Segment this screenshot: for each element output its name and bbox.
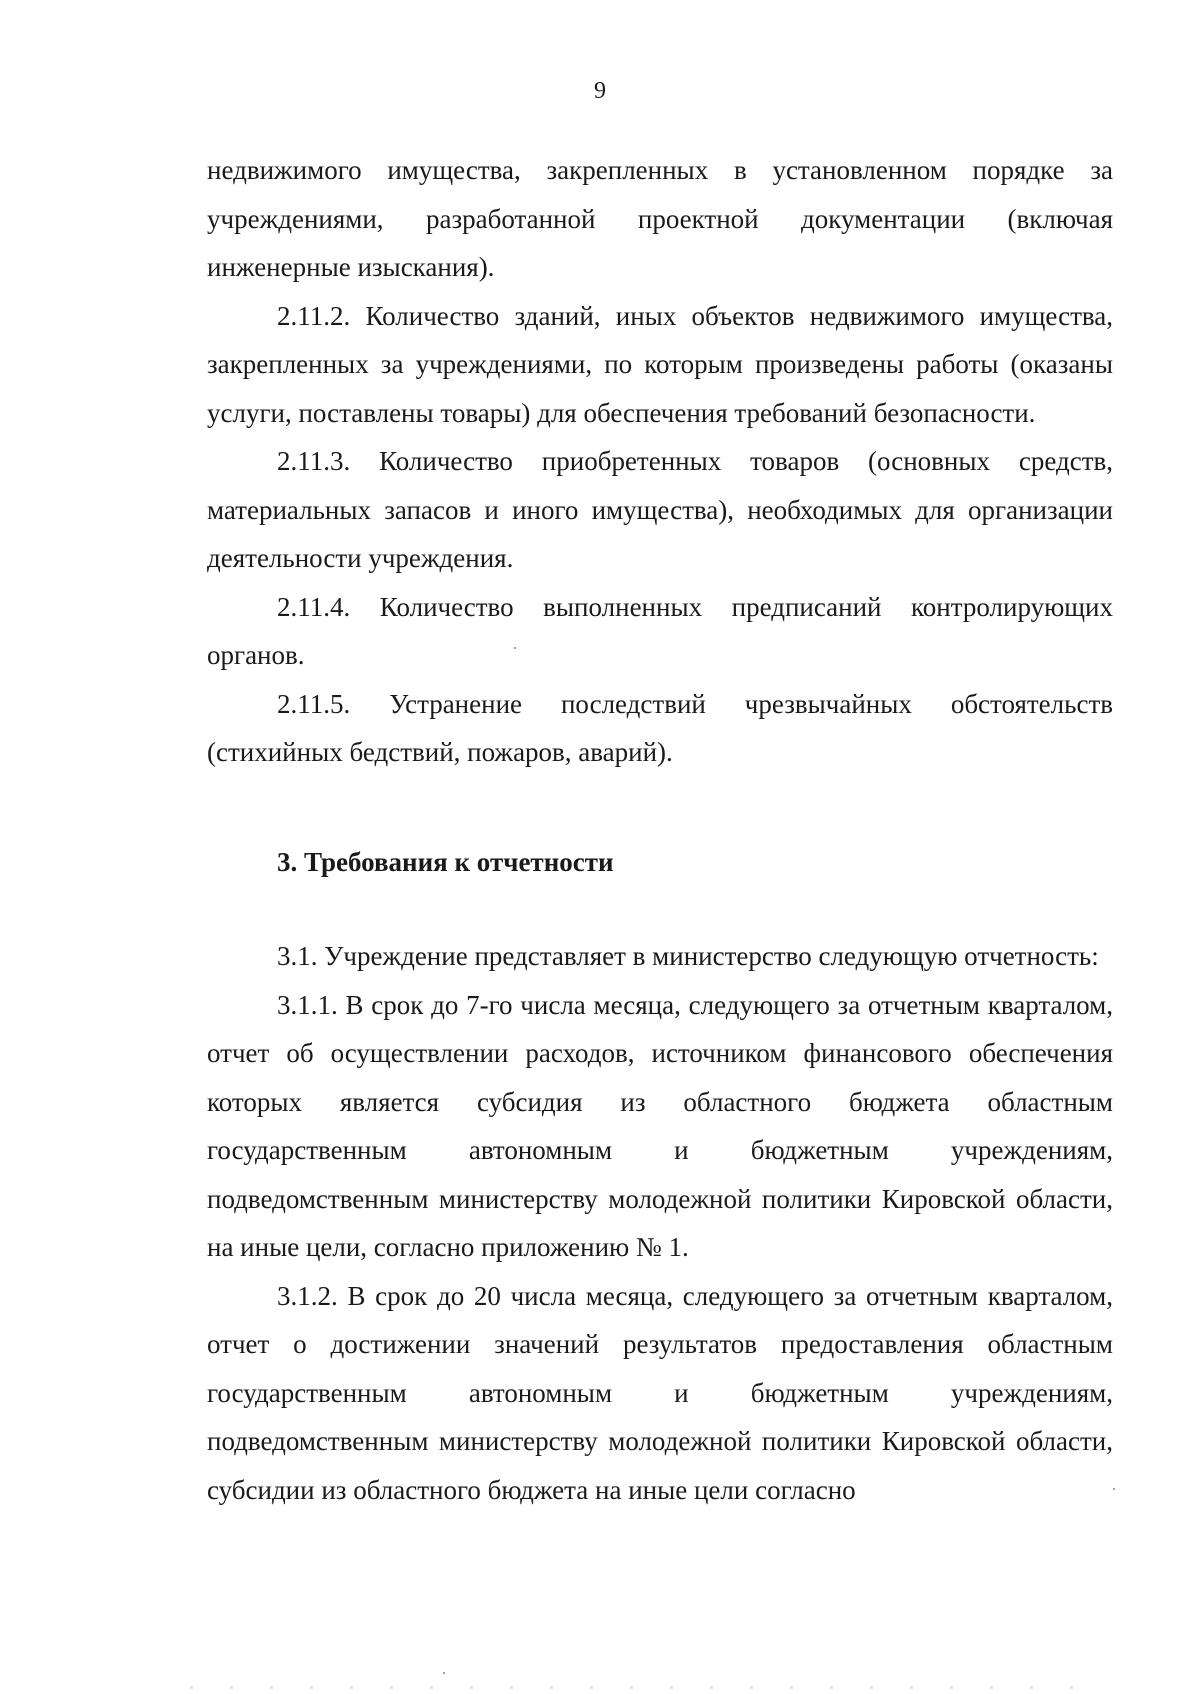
scan-speck xyxy=(443,1672,445,1674)
section-heading: 3. Требования к отчетности xyxy=(277,847,614,877)
paragraph-3-1-1: 3.1.1. В срок до 7-го числа месяца, следующего за отчетным кварталом, отчет об осуществлении расходов, источником финансового обеспечения которых является субсидия из областного бюджета областным государственным автономным и бюджетным учреждениям, подведомственным министерству молодежной политики Кировской области, на иные цели, согласно приложению № 1. xyxy=(207,989,1113,1262)
page-number: 9 xyxy=(594,78,606,104)
scan-edge-noise xyxy=(190,1686,1090,1689)
paragraph-2-11-3: 2.11.3. Количество приобретенных товаров (основных средств, материальных запасов и иного имущества), необходимых для организации деятельности учреждения. xyxy=(207,446,1113,573)
scan-speck xyxy=(1113,1488,1115,1490)
paragraph-3-1-2: 3.1.2. В срок до 20 числа месяца, следующего за отчетным кварталом, отчет о достижении значений результатов предоставления областным государственным автономным и бюджетным учреждениям, подведомственным министерству молодежной политики Кировской области, субсидии из областного бюджета на иные цели согласно xyxy=(207,1280,1113,1505)
paragraph-continuation: недвижимого имущества, закрепленных в установленном порядке за учреждениями, разработанной проектной документации (включая инженерные изыскания). xyxy=(207,155,1113,282)
paragraph-2-11-4: 2.11.4. Количество выполненных предписаний контролирующих органов. xyxy=(207,591,1113,670)
body-text-top xyxy=(207,146,1113,777)
paragraph-2-11-2: 2.11.2. Количество зданий, иных объектов недвижимого имущества, закрепленных за учреждениями, по которым произведены работы (оказаны услуги, поставлены товары) для обеспечения требований безопасности. xyxy=(207,300,1113,428)
paragraph-2-11-5: 2.11.5. Устранение последствий чрезвычайных обстоятельств (стихийных бедствий, пожаров, аварий). xyxy=(207,688,1113,767)
paragraph-3-1: 3.1. Учреждение представляет в министерство следующую отчетность: xyxy=(277,941,1099,971)
body-text-bottom xyxy=(207,932,1113,1514)
scan-speck xyxy=(514,647,516,649)
